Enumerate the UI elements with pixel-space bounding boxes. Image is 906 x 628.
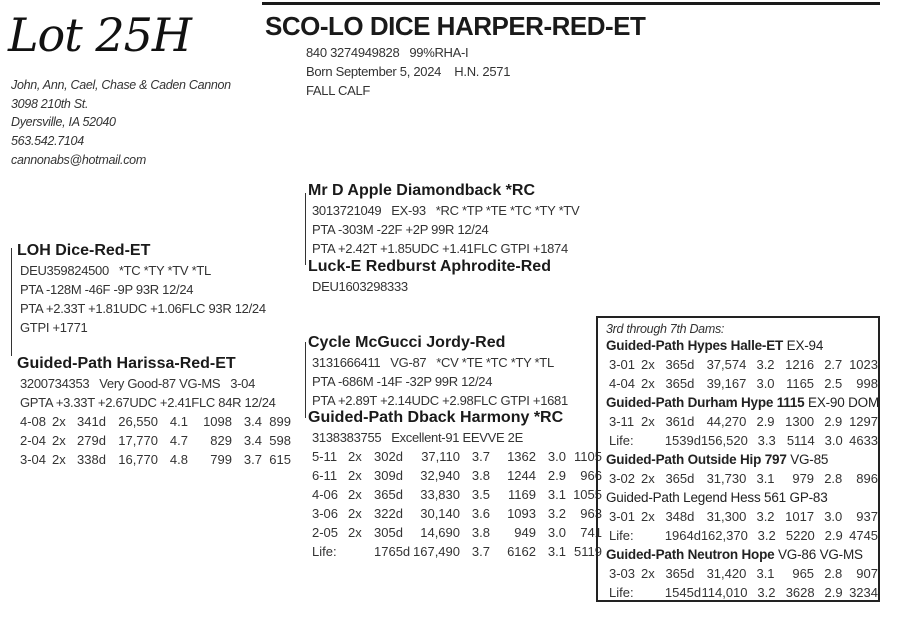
dam-gpta: GPTA +3.33T +2.67UDC +2.41FLC 84R 12/24 xyxy=(20,395,276,410)
record-cell: 39,167 xyxy=(706,376,747,391)
record-cell: 979 xyxy=(792,471,815,486)
production-record-row xyxy=(609,564,878,583)
record-cell: 365d xyxy=(374,487,403,502)
ancestor-dam-name xyxy=(606,488,878,507)
record-cell: 305d xyxy=(374,525,403,540)
record-cell: 2.7 xyxy=(824,357,843,372)
ancestor-dam-records xyxy=(606,355,878,393)
record-cell: Life: xyxy=(609,433,634,448)
record-cell: 3.2 xyxy=(547,506,566,521)
record-cell: 3.7 xyxy=(471,544,490,559)
record-cell: 14,690 xyxy=(420,525,460,540)
sire-block xyxy=(17,241,266,337)
record-cell: 3.7 xyxy=(243,452,262,467)
sire-dam-block xyxy=(308,257,551,296)
record-cell: 114,010 xyxy=(701,585,748,600)
record-cell xyxy=(641,431,665,450)
record-cell: 2.9 xyxy=(824,585,843,600)
animal-class: FALL CALF xyxy=(306,83,371,98)
record-cell: 3.6 xyxy=(471,506,490,521)
production-record-row xyxy=(609,355,878,374)
record-cell: 3.3 xyxy=(757,433,776,448)
production-record-row xyxy=(312,504,602,523)
production-record-row xyxy=(312,542,602,561)
production-record-row xyxy=(312,466,602,485)
ancestor-dam-label: Guided-Path Hypes Halle-ET xyxy=(606,338,784,353)
record-cell: 2.8 xyxy=(824,471,843,486)
record-cell: 1297 xyxy=(849,414,878,429)
record-cell: 3-06 xyxy=(312,506,339,521)
record-cell: 1098 xyxy=(203,414,232,429)
record-cell: 3.1 xyxy=(547,544,566,559)
record-cell: 2x xyxy=(52,452,66,467)
record-cell: 3.2 xyxy=(756,509,775,524)
ancestor-dams-list xyxy=(606,336,878,602)
production-record-row xyxy=(609,469,878,488)
record-cell: 3.1 xyxy=(547,487,566,502)
record-cell: 2-04 xyxy=(20,433,47,448)
record-cell: 3.8 xyxy=(471,525,490,540)
record-cell: 1545d xyxy=(664,585,702,600)
record-cell: 365d xyxy=(665,376,695,391)
record-cell: 3.4 xyxy=(243,433,262,448)
record-cell: 16,770 xyxy=(118,452,158,467)
record-cell: 32,940 xyxy=(420,468,460,483)
owner-email: cannonabs@hotmail.com xyxy=(11,152,146,167)
record-cell: 6162 xyxy=(507,544,536,559)
ancestor-dam-name xyxy=(606,393,878,412)
ancestor-dam-name xyxy=(606,450,878,469)
record-cell: 4.1 xyxy=(169,414,188,429)
record-cell: 2x xyxy=(348,449,362,464)
ancestor-dam-classification: VG-85 xyxy=(786,452,829,467)
dam-block xyxy=(17,354,291,469)
ancestor-dam-label: Guided-Path Durham Hype 1115 xyxy=(606,395,805,410)
record-cell: Life: xyxy=(609,528,634,543)
dam-dam-records xyxy=(312,447,602,561)
record-cell: 3.7 xyxy=(471,449,490,464)
dam-sire-registration: 3131666411 VG-87 *CV *TE *TC *TY *TL xyxy=(312,355,554,370)
sire-dam-registration: DEU1603298333 xyxy=(312,279,408,294)
ancestor-dams-box xyxy=(596,316,880,602)
record-cell: 2x xyxy=(640,566,655,581)
record-cell: 963 xyxy=(580,506,602,521)
production-record-row xyxy=(20,412,291,431)
ancestor-dam-classification: EX-90 DOM xyxy=(804,395,879,410)
sire-sire-block xyxy=(308,181,579,258)
dam-sire-name: Cycle McGucci Jordy-Red xyxy=(308,334,506,351)
record-cell: 949 xyxy=(514,525,536,540)
record-cell: 1055 xyxy=(573,487,602,502)
record-cell: 3.1 xyxy=(756,471,775,486)
record-cell: 1216 xyxy=(785,357,815,372)
record-cell: 2x xyxy=(640,471,655,486)
record-cell: 3.0 xyxy=(547,449,566,464)
pedigree-bracket xyxy=(305,342,306,418)
sire-sire-pta: PTA -303M -22F +2P 99R 12/24 xyxy=(312,222,489,237)
owner-names: John, Ann, Cael, Chase & Caden Cannon xyxy=(11,78,231,92)
record-cell: 2.8 xyxy=(824,566,843,581)
record-cell: 598 xyxy=(269,433,291,448)
dam-name: Guided-Path Harissa-Red-ET xyxy=(17,355,236,372)
ancestor-dam-records xyxy=(606,564,878,602)
header-rule xyxy=(262,2,880,5)
record-cell xyxy=(641,526,665,545)
sire-sire-pta-type: PTA +2.42T +1.85UDC +1.41FLC GTPI +1874 xyxy=(312,241,568,256)
owner-city: Dyersville, IA 52040 xyxy=(11,115,116,130)
record-cell: 26,550 xyxy=(118,414,158,429)
record-cell: 3.4 xyxy=(243,414,262,429)
ancestor-dam-classification: EX-94 xyxy=(783,338,824,353)
record-cell: 1539d xyxy=(664,433,701,448)
record-cell: 3.2 xyxy=(757,585,776,600)
record-cell: 1244 xyxy=(507,468,536,483)
record-cell: 2.9 xyxy=(824,414,843,429)
record-cell: 309d xyxy=(374,468,403,483)
record-cell: 17,770 xyxy=(118,433,158,448)
record-cell xyxy=(348,542,374,561)
record-cell: 31,300 xyxy=(706,509,747,524)
record-cell: 965 xyxy=(792,566,815,581)
record-cell: 3-02 xyxy=(609,471,636,486)
record-cell: 5119 xyxy=(574,544,602,559)
record-cell: 2.9 xyxy=(756,414,775,429)
record-cell: 1765d xyxy=(374,544,411,559)
production-record-row xyxy=(609,526,878,545)
record-cell: 2x xyxy=(640,376,655,391)
record-cell: 365d xyxy=(665,566,695,581)
production-record-row xyxy=(609,412,878,431)
record-cell: 44,270 xyxy=(706,414,747,429)
record-cell: 741 xyxy=(580,525,602,540)
record-cell: 2x xyxy=(348,525,362,540)
record-cell: 365d xyxy=(665,471,695,486)
production-record-row xyxy=(609,583,878,602)
sire-gtpi: GTPI +1771 xyxy=(20,320,88,335)
sire-dam-name: Luck-E Redburst Aphrodite-Red xyxy=(308,258,551,275)
record-cell: 937 xyxy=(856,509,878,524)
record-cell: 3-03 xyxy=(609,566,636,581)
record-cell: 1093 xyxy=(507,506,536,521)
dam-sire-pta-type: PTA +2.89T +2.14UDC +2.98FLC GTPI +1681 xyxy=(312,393,568,408)
ancestor-dam-name xyxy=(606,545,878,564)
record-cell: 896 xyxy=(856,471,878,486)
record-cell: 2.9 xyxy=(824,528,843,543)
record-cell: 615 xyxy=(269,452,291,467)
animal-info xyxy=(306,43,510,100)
record-cell: 1300 xyxy=(785,414,815,429)
record-cell: 6-11 xyxy=(312,468,338,483)
record-cell: 3.1 xyxy=(756,566,775,581)
pedigree-bracket xyxy=(11,248,12,356)
record-cell: 2x xyxy=(348,468,362,483)
record-cell: 5114 xyxy=(786,433,815,448)
record-cell: 4.7 xyxy=(169,433,188,448)
ancestor-dam-label: Guided-Path Legend Hess 561 GP-83 xyxy=(606,490,828,505)
record-cell: 3-01 xyxy=(609,509,636,524)
record-cell: 2-05 xyxy=(312,525,339,540)
ancestor-dam-name xyxy=(606,336,878,355)
production-record-row xyxy=(609,431,878,450)
record-cell: 361d xyxy=(665,414,695,429)
record-cell: 156,520 xyxy=(700,433,748,448)
record-cell: 2x xyxy=(640,414,655,429)
record-cell: 966 xyxy=(580,468,602,483)
record-cell: 3.2 xyxy=(756,357,775,372)
sire-pta: PTA -128M -46F -9P 93R 12/24 xyxy=(20,282,194,297)
record-cell: 279d xyxy=(77,433,106,448)
record-cell: 1169 xyxy=(508,487,536,502)
record-cell: 2.5 xyxy=(824,376,843,391)
record-cell: 1165 xyxy=(786,376,815,391)
record-cell: 37,574 xyxy=(706,357,747,372)
record-cell: 3234 xyxy=(849,585,878,600)
record-cell: 1017 xyxy=(785,509,815,524)
record-cell: 1105 xyxy=(574,449,602,464)
record-cell: 1362 xyxy=(507,449,536,464)
production-record-row xyxy=(312,485,602,504)
record-cell: 4-08 xyxy=(20,414,47,429)
ancestor-dam-records xyxy=(606,412,878,450)
record-cell: 3-01 xyxy=(609,357,636,372)
record-cell xyxy=(641,583,665,602)
dam-records xyxy=(20,412,291,469)
production-record-row xyxy=(312,447,602,466)
owner-street: 3098 210th St. xyxy=(11,96,89,111)
record-cell: 162,370 xyxy=(700,528,748,543)
record-cell: 365d xyxy=(665,357,695,372)
record-cell: 829 xyxy=(210,433,232,448)
ancestor-dam-records xyxy=(606,507,878,545)
record-cell: 907 xyxy=(856,566,878,581)
production-record-row xyxy=(20,450,291,469)
record-cell: 4745 xyxy=(849,528,879,543)
dam-sire-block xyxy=(308,333,568,410)
record-cell: 3.5 xyxy=(471,487,490,502)
record-cell: 341d xyxy=(77,414,106,429)
record-cell: 3-11 xyxy=(609,414,635,429)
record-cell: 3628 xyxy=(785,585,815,600)
record-cell: 3.8 xyxy=(471,468,490,483)
record-cell: 2x xyxy=(348,487,362,502)
record-cell: 4-04 xyxy=(609,376,636,391)
sire-pta-type: PTA +2.33T +1.81UDC +1.06FLC 93R 12/24 xyxy=(20,301,266,316)
record-cell: 899 xyxy=(269,414,291,429)
record-cell: 3.0 xyxy=(824,433,843,448)
record-cell: 3-04 xyxy=(20,452,47,467)
ancestor-dam-classification: VG-86 VG-MS xyxy=(774,547,863,562)
lot-number: Lot 25H xyxy=(8,8,191,62)
production-record-row xyxy=(20,431,291,450)
record-cell: 998 xyxy=(856,376,878,391)
dam-dam-name: Guided-Path Dback Harmony *RC xyxy=(308,409,564,426)
sire-sire-name: Mr D Apple Diamondback *RC xyxy=(308,182,535,199)
record-cell: 3.0 xyxy=(756,376,775,391)
record-cell: 33,830 xyxy=(420,487,460,502)
record-cell: 37,110 xyxy=(421,449,460,464)
production-record-row xyxy=(609,507,878,526)
owner-phone: 563.542.7104 xyxy=(11,134,84,149)
record-cell: 2x xyxy=(52,414,66,429)
record-cell: 5220 xyxy=(785,528,815,543)
record-cell: 302d xyxy=(374,449,403,464)
ancestor-dam-label: Guided-Path Neutron Hope xyxy=(606,547,775,562)
record-cell: 3.0 xyxy=(824,509,843,524)
dam-dam-registration: 3138383755 Excellent-91 EEVVE 2E xyxy=(312,430,523,445)
record-cell: 4.8 xyxy=(169,452,188,467)
record-cell: Life: xyxy=(609,585,634,600)
animal-title: SCO-LO DICE HARPER-RED-ET xyxy=(265,11,646,41)
record-cell: 2x xyxy=(640,509,655,524)
record-cell: 348d xyxy=(665,509,695,524)
owner-info xyxy=(11,76,231,170)
dam-dam-block xyxy=(308,408,602,561)
record-cell: 1964d xyxy=(664,528,701,543)
record-cell: 3.0 xyxy=(547,525,566,540)
record-cell: 1023 xyxy=(849,357,878,372)
record-cell: 4633 xyxy=(849,433,879,448)
sire-sire-registration: 3013721049 EX-93 *RC *TP *TE *TC *TY *TV xyxy=(312,203,580,218)
animal-registration: 840 3274949828 99%RHA-I xyxy=(306,45,469,60)
record-cell: 4-06 xyxy=(312,487,339,502)
record-cell: 3.2 xyxy=(757,528,776,543)
dam-sire-pta: PTA -686M -14F -32P 99R 12/24 xyxy=(312,374,493,389)
ancestor-dam-records xyxy=(606,469,878,488)
dam-registration: 3200734353 Very Good-87 VG-MS 3-04 xyxy=(20,376,256,391)
record-cell: 167,490 xyxy=(413,544,460,559)
ancestor-dam-label: Guided-Path Outside Hip 797 xyxy=(606,452,787,467)
record-cell: 30,140 xyxy=(420,506,460,521)
record-cell: 2x xyxy=(640,357,655,372)
pedigree-bracket xyxy=(305,193,306,265)
production-record-row xyxy=(312,523,602,542)
sire-registration: DEU359824500 *TC *TY *TV *TL xyxy=(20,263,211,278)
ancestor-dams-title: 3rd through 7th Dams: xyxy=(606,322,725,336)
record-cell: 31,420 xyxy=(706,566,747,581)
animal-birth: Born September 5, 2024 H.N. 2571 xyxy=(306,64,511,79)
record-cell: 2.9 xyxy=(547,468,566,483)
record-cell: 799 xyxy=(210,452,232,467)
record-cell: 322d xyxy=(374,506,403,521)
record-cell: 338d xyxy=(77,452,106,467)
record-cell: 31,730 xyxy=(706,471,747,486)
sire-name: LOH Dice-Red-ET xyxy=(17,242,151,259)
record-cell: 2x xyxy=(52,433,66,448)
production-record-row xyxy=(609,374,878,393)
record-cell: Life: xyxy=(312,544,337,559)
record-cell: 5-11 xyxy=(312,449,338,464)
record-cell: 2x xyxy=(348,506,362,521)
